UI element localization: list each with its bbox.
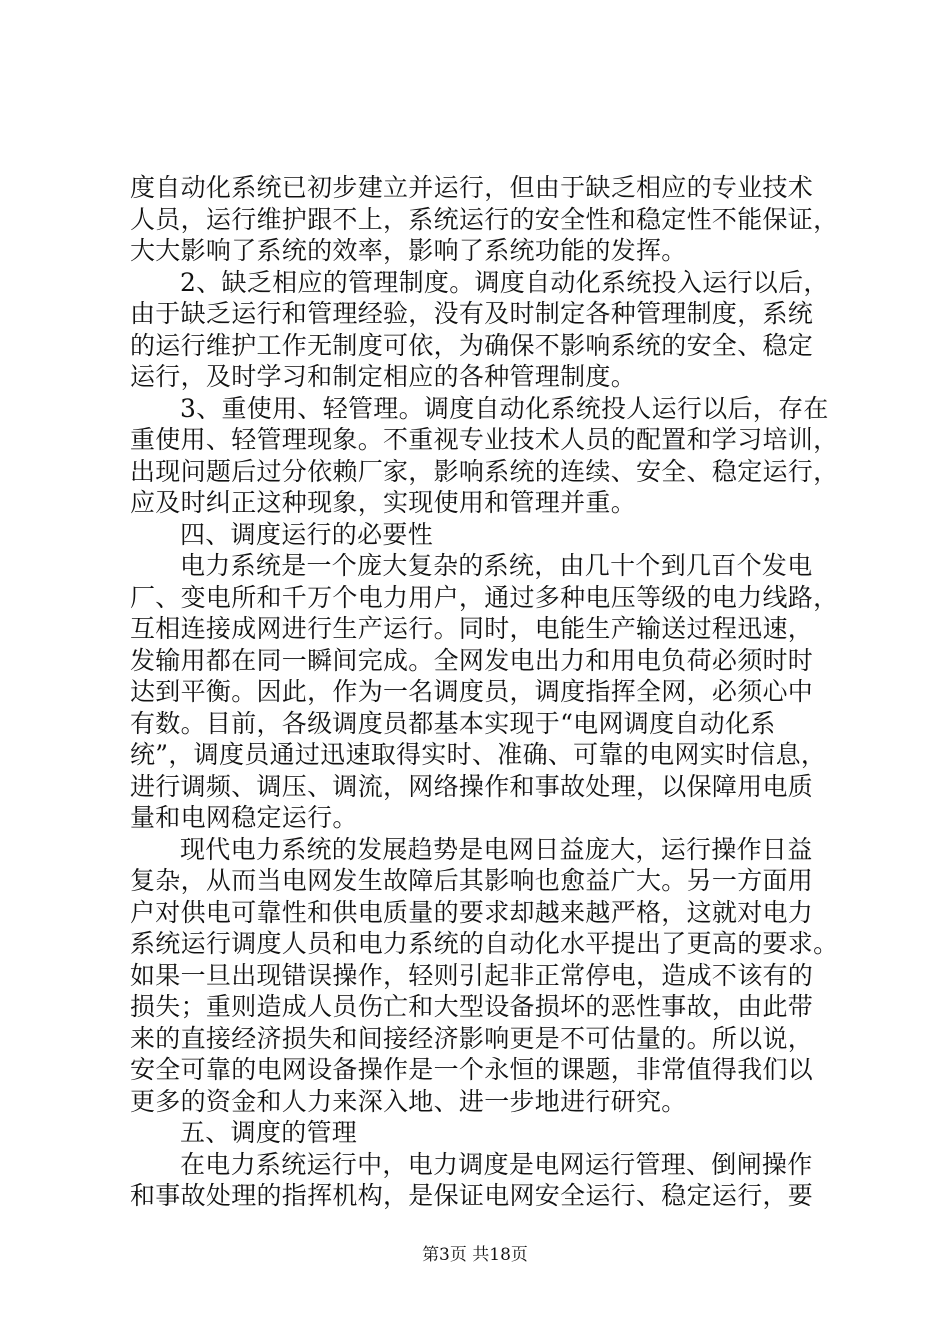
page-footer <box>0 1244 950 1266</box>
text-line: 损失；重则造成人员伤亡和大型设备损坏的恶性事故，由此带 <box>130 992 814 1021</box>
text-line: 应及时纠正这种现象，实现使用和管理并重。 <box>130 488 637 517</box>
text-line: 量和电网稳定运行。 <box>130 803 358 832</box>
text-line: 出现问题后过分依赖厂家，影响系统的连续、安全、稳定运行， <box>130 456 839 486</box>
text-line: 厂、变电所和千万个电力用户，通过多种电压等级的电力线路， <box>130 582 839 612</box>
text-line: 复杂，从而当电网发生故障后其影响也愈益广大。另一方面用 <box>130 866 814 895</box>
text-line: 进行调频、调压、调流，网络操作和事故处理，以保障用电质 <box>130 771 814 801</box>
text-line: 如果一旦出现错误操作，轻则引起非正常停电，造成不该有的 <box>130 960 814 990</box>
text-line: 更多的资金和人力来深入地、进一步地进行研究。 <box>130 1086 687 1116</box>
text-line: 系统运行调度人员和电力系统的自动化水平提出了更高的要求。 <box>130 929 839 958</box>
text-line: 的运行维护工作无制度可依，为确保不影响系统的安全、稳定 <box>130 330 814 360</box>
text-line: 统”，调度员通过迅速取得实时、准确、可靠的电网实时信息， <box>130 740 827 769</box>
section-heading: 五、调度的管理 <box>180 1118 358 1147</box>
text-line: 和事故处理的指挥机构，是保证电网安全运行、稳定运行，要 <box>130 1181 814 1210</box>
text-line: 发输用都在同一瞬间完成。全网发电出力和用电负荷必须时时 <box>130 645 814 675</box>
text-line: 户对供电可靠性和供电质量的要求却越来越严格，这就对电力 <box>130 897 814 927</box>
text-line: 人员，运行维护跟不上，系统运行的安全性和稳定性不能保证， <box>130 204 839 234</box>
text-line: 现代电力系统的发展趋势是电网日益庞大，运行操作日益 <box>180 834 813 864</box>
text-line: 达到平衡。因此，作为一名调度员，调度指挥全网，必须心中 <box>130 677 814 706</box>
page-number: 第3页 共18页 <box>422 1245 528 1265</box>
section-heading: 四、调度运行的必要性 <box>180 519 434 549</box>
text-line: 运行，及时学习和制定相应的各种管理制度。 <box>130 362 637 391</box>
text-line: 电力系统是一个庞大复杂的系统，由几十个到几百个发电 <box>180 551 813 580</box>
text-line: 互相连接成网进行生产运行。同时，电能生产输送过程迅速， <box>130 614 814 643</box>
text-line: 度自动化系统已初步建立并运行，但由于缺乏相应的专业技术 <box>130 173 814 202</box>
document-body <box>130 172 839 1212</box>
text-line: 重使用、轻管理现象。不重视专业技术人员的配置和学习培训， <box>130 425 839 454</box>
text-line: 安全可靠的电网设备操作是一个永恒的课题，非常值得我们以 <box>130 1055 814 1084</box>
text-line: 2、缺乏相应的管理制度。调度自动化系统投入运行以后， <box>180 267 829 297</box>
text-line: 来的直接经济损失和间接经济影响更是不可估量的。所以说， <box>130 1023 814 1053</box>
text-line: 由于缺乏运行和管理经验，没有及时制定各种管理制度，系统 <box>130 299 814 328</box>
text-line: 在电力系统运行中，电力调度是电网运行管理、倒闸操作 <box>180 1149 813 1179</box>
text-line: 3、重使用、轻管理。调度自动化系统投人运行以后，存在 <box>180 393 829 423</box>
text-line: 有数。目前，各级调度员都基本实现于“电网调度自动化系 <box>130 708 776 738</box>
text-line: 大大影响了系统的效率，影响了系统功能的发挥。 <box>130 236 687 265</box>
